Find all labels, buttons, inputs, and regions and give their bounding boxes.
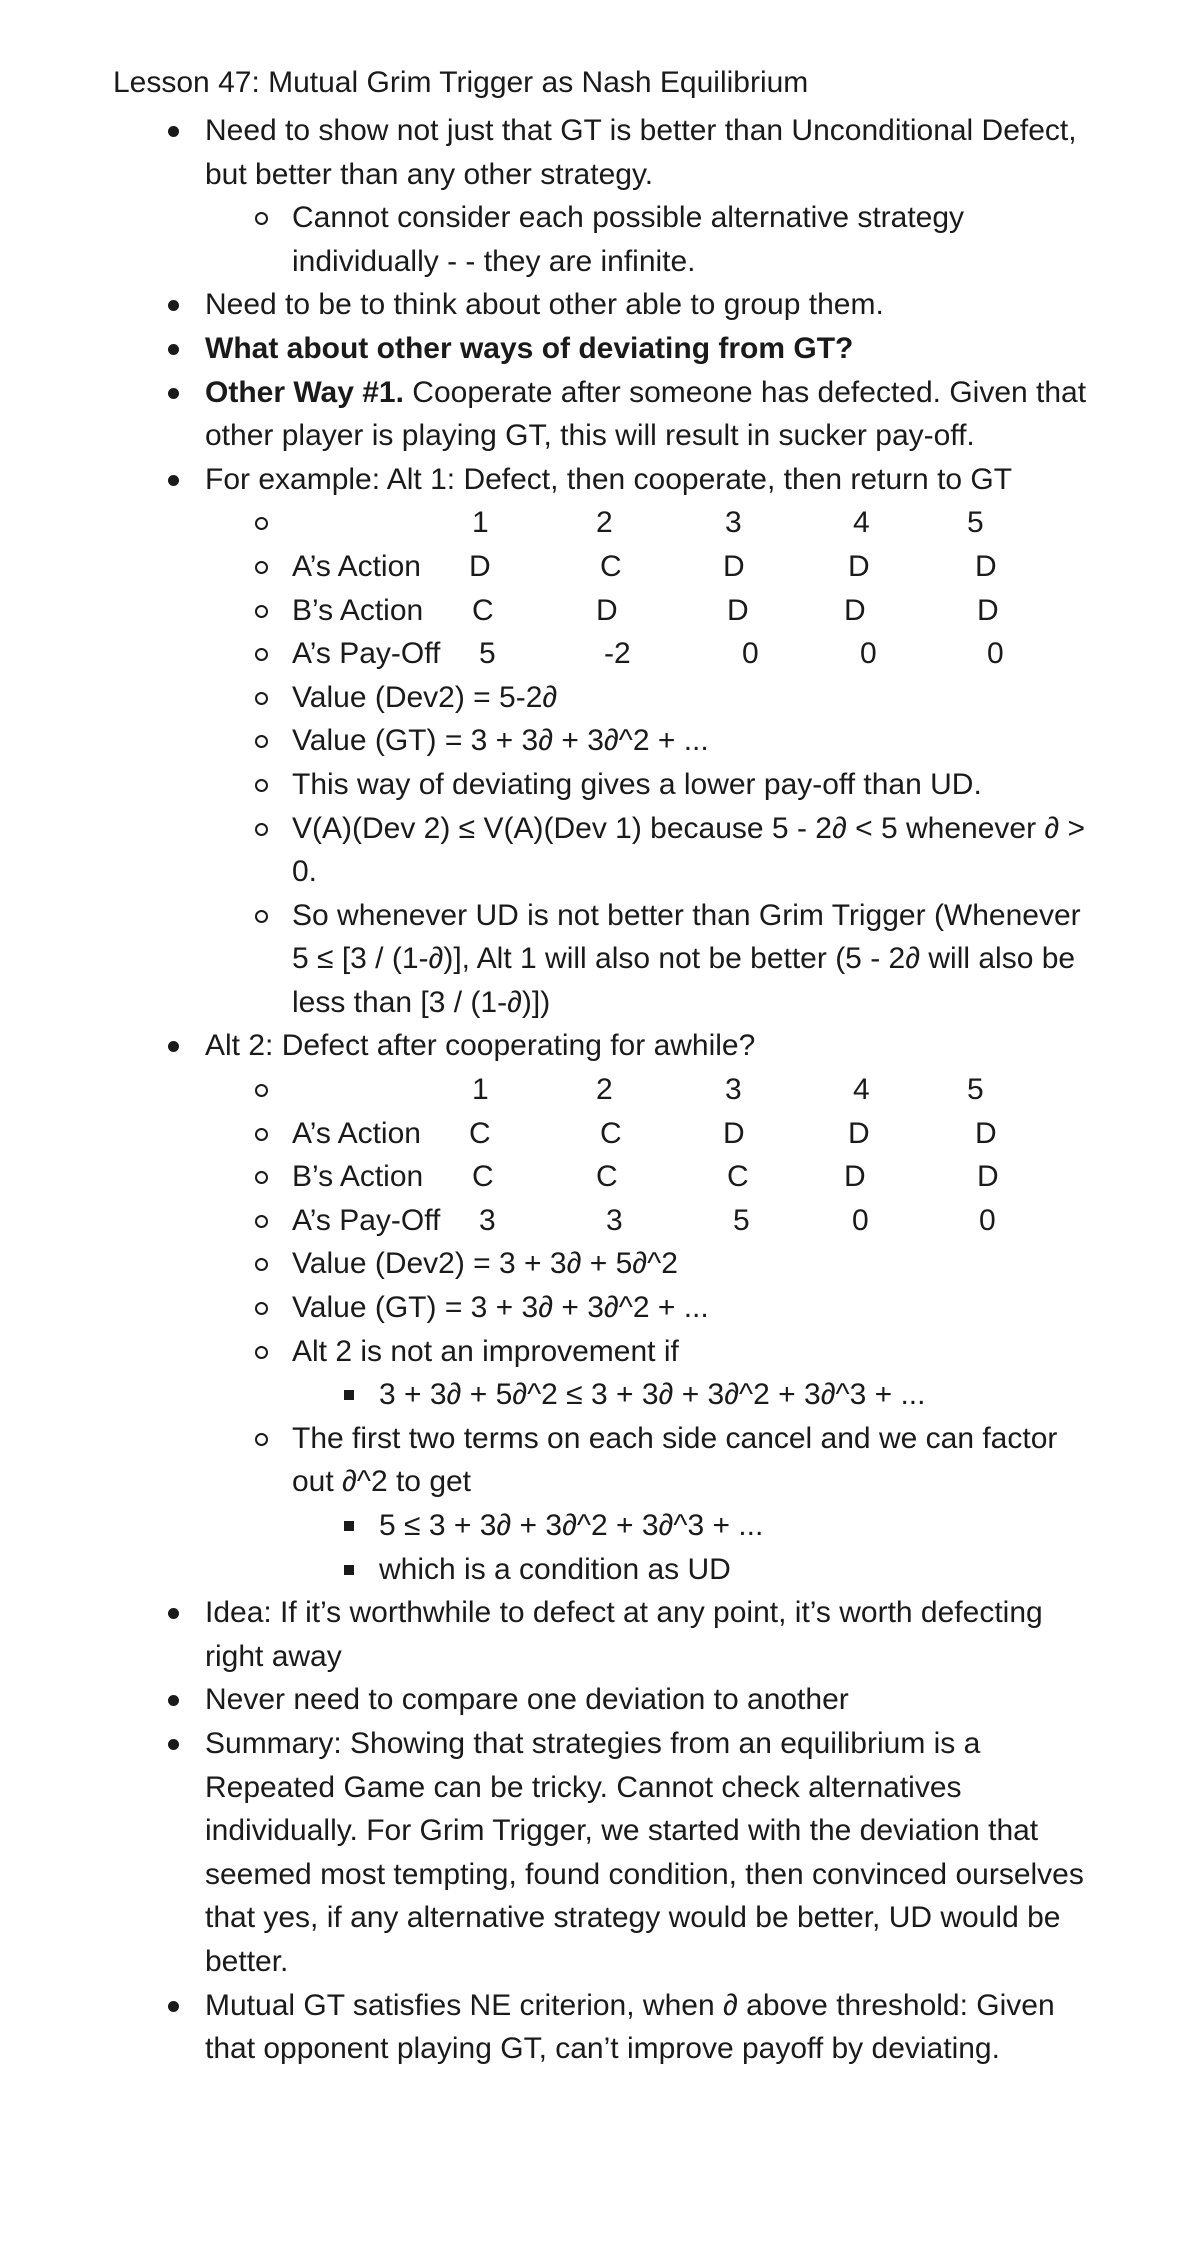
list-item xyxy=(0,327,1100,371)
bullet-text: Cooperate after someone has defected. Given that other player is playing GT, this will result in sucker pay-off. xyxy=(205,375,1087,453)
sub-list-item xyxy=(0,1286,1092,1330)
list-item xyxy=(0,1984,1100,2071)
table-cell: 4 xyxy=(853,1073,870,1107)
sub-bullet-text: Alt 2 is not an improvement if xyxy=(292,1334,679,1368)
table-row xyxy=(0,589,1092,633)
table-cell: 1 xyxy=(472,1073,489,1107)
table-cell: C xyxy=(600,1116,622,1150)
table-cell: D xyxy=(977,593,999,627)
sub-list-item xyxy=(0,196,1092,283)
main-bullet-list xyxy=(0,109,1200,2071)
bullet-text: Mutual GT satisfies NE criterion, when ∂ above threshold: Given that opponent playing GT, can’t improve payoff by deviating. xyxy=(205,1988,1055,2066)
formula-text: Value (Dev2) = 5-2∂ xyxy=(292,680,558,714)
table-row xyxy=(0,1112,1092,1156)
table-cell: D xyxy=(975,1116,997,1150)
list-item xyxy=(0,1722,1100,1984)
table-cell: 3 xyxy=(479,1203,496,1237)
table-cell: C xyxy=(472,1160,494,1194)
list-item xyxy=(0,283,1100,327)
bullet-bold-lead: Other Way #1. xyxy=(205,375,404,409)
table-row-header xyxy=(0,1068,1092,1112)
row-label: A’s Action xyxy=(292,549,421,583)
formula-text: Value (Dev2) = 3 + 3∂ + 5∂^2 xyxy=(292,1247,678,1281)
table-cell: D xyxy=(844,593,866,627)
table-cell: 0 xyxy=(852,1203,869,1237)
sub-sub-list-item xyxy=(0,1504,1099,1548)
sub-bullet-text: This way of deviating gives a lower pay-off than UD. xyxy=(292,767,982,801)
table-cell: 3 xyxy=(725,506,742,540)
table-cell: D xyxy=(848,1116,870,1150)
list-item xyxy=(0,1591,1100,1678)
sub-list-item xyxy=(0,676,1092,720)
bullet-text: Alt 2: Defect after cooperating for awhile? xyxy=(205,1029,756,1063)
sub-list-item xyxy=(0,1330,1092,1417)
table-row-header xyxy=(0,501,1092,545)
sub-list-item xyxy=(0,719,1092,763)
bullet-text: Need to show not just that GT is better than Unconditional Defect, but better than any other strategy. xyxy=(205,114,1077,191)
table-cell: D xyxy=(977,1160,999,1194)
row-label: A’s Pay-Off xyxy=(292,637,441,671)
table-cell: 5 xyxy=(733,1203,750,1237)
table-cell: C xyxy=(727,1160,749,1194)
table-cell: D xyxy=(727,593,749,627)
table-cell: 2 xyxy=(596,1073,613,1107)
table-cell: 0 xyxy=(987,637,1004,671)
table-cell: D xyxy=(723,549,745,583)
table-cell: -2 xyxy=(604,637,631,671)
table-cell: C xyxy=(596,1160,618,1194)
formula-text: 3 + 3∂ + 5∂^2 ≤ 3 + 3∂ + 3∂^2 + 3∂^3 + ... xyxy=(379,1378,926,1412)
sub-list-item xyxy=(0,1242,1092,1286)
bullet-text: Summary: Showing that strategies from an equilibrium is a Repeated Game can be tricky. Cannot check alternatives individually. For Grim Trigger, we started with the deviation that seemed most tempting, found condition, then convinced ourselves that yes, if any alternative strategy would be better, UD would be better. xyxy=(205,1726,1084,1978)
table-cell: 0 xyxy=(742,637,759,671)
row-label: A’s Pay-Off xyxy=(292,1203,441,1237)
table-cell: 3 xyxy=(606,1203,623,1237)
sub-list-item xyxy=(0,1417,1092,1591)
sub-bullet-text: So whenever UD is not better than Grim Trigger (Whenever 5 ≤ [3 / (1-∂)], Alt 1 will also not be better (5 - 2∂ will also be less than [3 / (1-∂)]) xyxy=(292,898,1081,1019)
table-cell: 3 xyxy=(725,1073,742,1107)
table-cell: 5 xyxy=(967,506,984,540)
bullet-bold-text: What about other ways of deviating from GT? xyxy=(205,331,854,365)
sub-list-item xyxy=(0,894,1092,1025)
list-item xyxy=(0,109,1100,283)
table-cell: C xyxy=(600,549,622,583)
sub-bullet-text: which is a condition as UD xyxy=(379,1552,731,1586)
table-cell: C xyxy=(469,1116,491,1150)
table-cell: D xyxy=(596,593,618,627)
bullet-text: Idea: If it’s worthwhile to defect at any point, it’s worth defecting right away xyxy=(205,1596,1043,1673)
table-cell: 5 xyxy=(479,637,496,671)
sub-list-item xyxy=(0,763,1092,807)
list-item xyxy=(0,1678,1100,1722)
sub-bullet-text: V(A)(Dev 2) ≤ V(A)(Dev 1) because 5 - 2∂ < 5 whenever ∂ > 0. xyxy=(292,811,1086,889)
table-cell: C xyxy=(472,593,494,627)
table-row xyxy=(0,632,1092,676)
table-cell: 0 xyxy=(979,1203,996,1237)
row-label: B’s Action xyxy=(292,1160,424,1194)
list-item xyxy=(0,458,1100,1025)
table-row xyxy=(0,1155,1092,1199)
sub-bullet-text: Cannot consider each possible alternative strategy individually - - they are infinite. xyxy=(292,201,965,278)
table-cell: D xyxy=(723,1116,745,1150)
table-cell: 4 xyxy=(853,506,870,540)
bullet-text: Need to be to think about other able to group them. xyxy=(205,288,884,322)
sub-list-item xyxy=(0,807,1092,894)
formula-text: Value (GT) = 3 + 3∂ + 3∂^2 + ... xyxy=(292,1291,709,1325)
sub-sub-list-item xyxy=(0,1548,1099,1592)
table-cell: D xyxy=(469,549,491,583)
list-item xyxy=(0,371,1100,458)
formula-text: 5 ≤ 3 + 3∂ + 3∂^2 + 3∂^3 + ... xyxy=(379,1509,764,1542)
row-label: B’s Action xyxy=(292,593,424,627)
table-row xyxy=(0,545,1092,589)
table-cell: 5 xyxy=(967,1073,984,1107)
table-cell: D xyxy=(844,1160,866,1194)
table-cell: D xyxy=(848,549,870,583)
table-row xyxy=(0,1199,1092,1243)
list-item xyxy=(0,1024,1100,1591)
formula-text: Value (GT) = 3 + 3∂ + 3∂^2 + ... xyxy=(292,724,709,758)
table-cell: 2 xyxy=(596,506,613,540)
sub-sub-list-item xyxy=(0,1373,1099,1417)
bullet-text: For example: Alt 1: Defect, then cooperate, then return to GT xyxy=(205,462,1013,496)
table-cell: 0 xyxy=(860,637,877,671)
bullet-text: Never need to compare one deviation to another xyxy=(205,1683,849,1717)
sub-bullet-text: The first two terms on each side cancel and we can factor out ∂^2 to get xyxy=(292,1421,1058,1499)
table-cell: D xyxy=(975,549,997,583)
row-label: A’s Action xyxy=(292,1116,421,1150)
page-title: Lesson 47: Mutual Grim Trigger as Nash Equilibrium xyxy=(113,66,809,99)
table-cell: 1 xyxy=(472,506,489,540)
